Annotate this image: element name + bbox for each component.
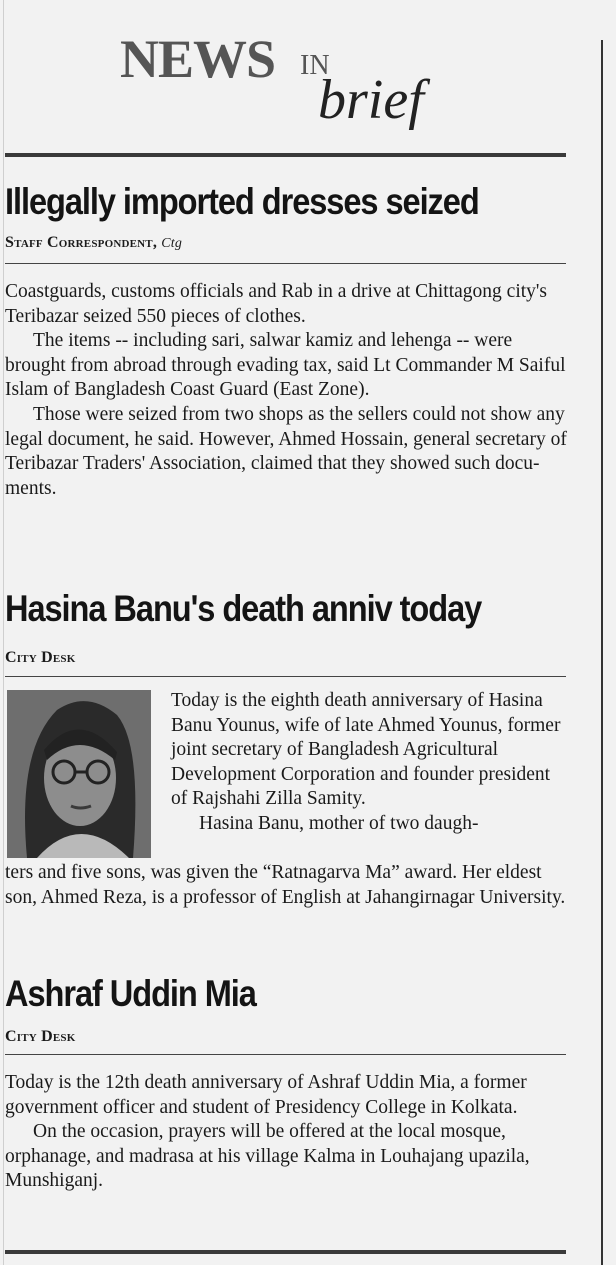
portrait-image — [7, 690, 151, 858]
masthead-rule — [5, 153, 566, 157]
story1-body — [5, 280, 568, 501]
story1-rule — [5, 263, 566, 264]
story1-byline-author: Staff Correspondent, — [5, 234, 158, 251]
story3-body — [5, 1071, 568, 1194]
story2-rule — [5, 676, 566, 677]
story1-paragraph: The items -- including sari, salwar kamiz and lehenga -- were brought from abroad through evading tax, said Lt Commander M Saiful Islam of Bangladesh Coast Guard (East Zone). — [5, 330, 566, 401]
story2-body-beside-photo — [171, 689, 571, 837]
news-in-brief-column — [5, 0, 568, 1265]
story3-headline: Ashraf Uddin Mia — [5, 973, 256, 1014]
story1-paragraph: Coastguards, customs officials and Rab in a drive at Chittagong city's Teribazar seized 550 pieces of clothes. — [5, 281, 548, 327]
story3-paragraph: On the occasion, prayers will be offered at the local mosque, orphanage, and madrasa at his village Kalma in Louhajang upazila, Munshiganj. — [5, 1121, 530, 1192]
column-right-rule — [601, 40, 603, 1265]
bottom-rule — [5, 1250, 566, 1254]
story1-byline — [5, 235, 182, 251]
story2-headline: Hasina Banu's death anniv today — [5, 588, 482, 629]
story2-paragraph: Today is the eighth death anniversary of Hasina Banu Younus, wife of late Ahmed Younus, former joint secretary of Bangladesh Agricultural Development Corporation and founder president of Rajshahi Zilla Samity. — [171, 690, 561, 810]
story3-byline: City Desk — [5, 1028, 76, 1045]
masthead-news: NEWS — [120, 29, 276, 89]
masthead-brief: brief — [318, 69, 424, 131]
masthead-in: IN — [300, 50, 330, 81]
portrait-photo — [7, 690, 151, 858]
story3-rule — [5, 1054, 566, 1055]
story3-paragraph: Today is the 12th death anniversary of Ashraf Uddin Mia, a former government officer and student of Presidency College in Kolkata. — [5, 1072, 527, 1118]
story2-body-continued: ters and five sons, was given the “Ratnagarva Ma” award. Her eldest son, Ahmed Reza, is a professor of English at Jahangirnagar University. — [5, 862, 566, 908]
story2-byline: City Desk — [5, 649, 76, 666]
story1-byline-location: Ctg — [161, 236, 183, 251]
story1-paragraph: Those were seized from two shops as the sellers could not show any legal document, he said. However, Ahmed Hossain, general secretary of Teribazar Traders' Association, claimed that they showed such docu-ments. — [5, 403, 567, 499]
story2-paragraph-start: Hasina Banu, mother of two daugh- — [199, 812, 479, 834]
column-left-rule — [3, 0, 4, 1265]
story1-headline: Illegally imported dresses seized — [5, 181, 479, 222]
masthead — [120, 22, 480, 142]
